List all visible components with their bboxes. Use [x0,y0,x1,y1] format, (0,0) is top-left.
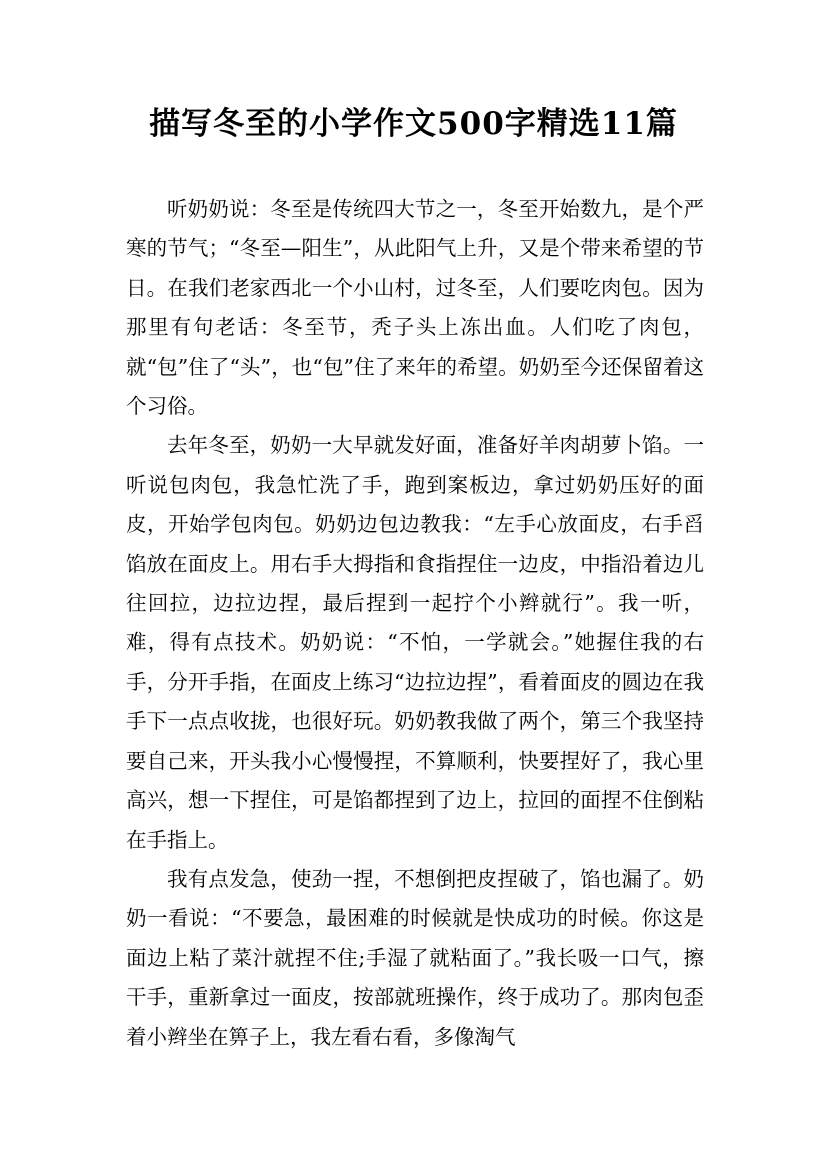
paragraph-2: 去年冬至，奶奶一大早就发好面，准备好羊肉胡萝卜馅。一听说包肉包，我急忙洗了手，跑到案板边，拿过奶奶压好的面皮，开始学包肉包。奶奶边包边教我：“左手心放面皮，右手舀馅放在面皮上。用右手大拇指和食指捏住一边皮，中指沿着边儿往回拉，边拉边捏，最后捏到一起拧个小辫就行”。我一听，难，得有点技术。奶奶说：“不怕，一学就会。”她握住我的右手，分开手指，在面皮上练习“边拉边捏”，看着面皮的圆边在我手下一点点收拢，也很好玩。奶奶教我做了两个，第三个我坚持要自己来，开头我小心慢慢捏，不算顺利，快要捏好了，我心里高兴，想一下捏住，可是馅都捏到了边上，拉回的面捏不住倒粘在手指上。 [126,433,704,852]
document-title: 描写冬至的小学作文500字精选11篇 [149,106,678,142]
document-body [126,190,704,1057]
paragraph-1: 听奶奶说：冬至是传统四大节之一，冬至开始数九，是个严寒的节气；“冬至—阳生”，从此阳气上升，又是个带来希望的节日。在我们老家西北一个小山村，过冬至，人们要吃肉包。因为那里有句老话：冬至节，秃子头上冻出血。人们吃了肉包，就“包”住了“头”，也“包”住了来年的希望。奶奶至今还保留着这个习俗。 [126,197,704,419]
paragraph-3: 我有点发急，使劲一捏，不想倒把皮捏破了，馅也漏了。奶奶一看说：“不要急，最困难的时候就是快成功的时候。你这是面边上粘了菜汁就捏不住;手湿了就粘面了。”我长吸一口气，擦干手，重新拿过一面皮，按部就班操作，终于成功了。那肉包歪着小辫坐在箅子上，我左看右看，多像淘气 [126,866,704,1049]
